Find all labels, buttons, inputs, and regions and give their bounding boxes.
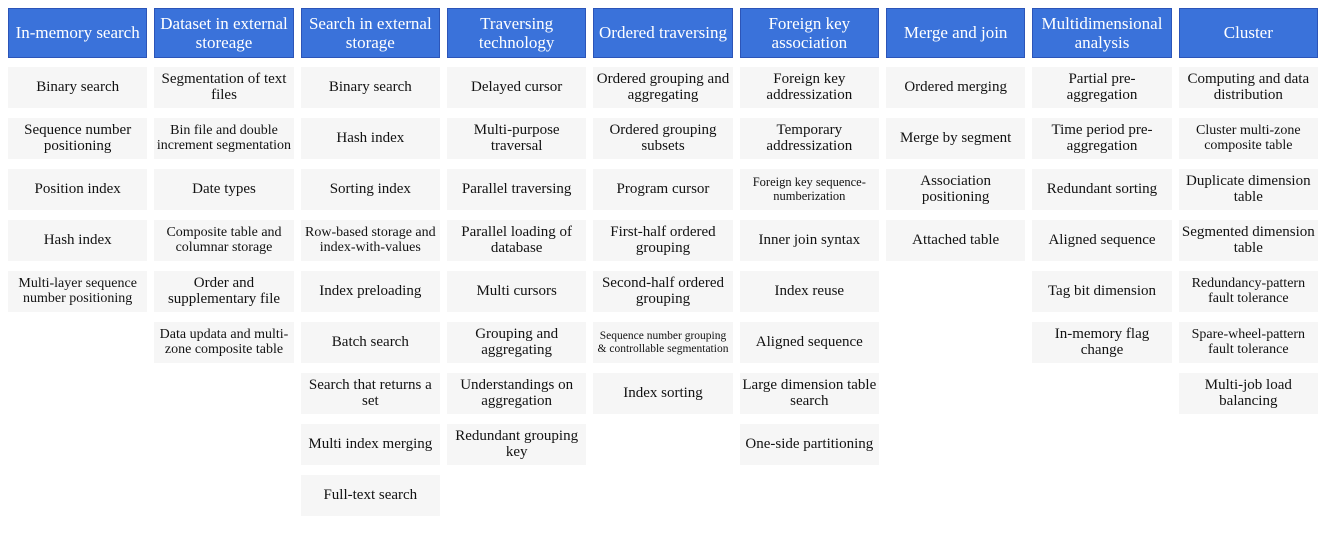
item-cell xyxy=(740,368,879,419)
header-cell-search-in-external-storage xyxy=(301,8,440,62)
item-foreign-key-addressization: Foreign key addressization xyxy=(740,67,879,108)
column-header-in-memory-search: In-memory search xyxy=(8,8,147,58)
item-temporary-addressization: Temporary addressization xyxy=(740,118,879,159)
item-row-based-storage-and-index-with-values: Row-based storage and index-with-values xyxy=(301,220,440,261)
item-cell xyxy=(1032,113,1171,164)
item-cell xyxy=(1179,164,1318,215)
item-cell xyxy=(593,317,732,368)
item-cell xyxy=(593,368,732,419)
item-cell xyxy=(8,164,147,215)
item-one-side-partitioning: One-side partitioning xyxy=(740,424,879,465)
header-cell-cluster xyxy=(1179,8,1318,62)
item-search-that-returns-a-set: Search that returns a set xyxy=(301,373,440,414)
item-cell xyxy=(447,62,586,113)
item-cell xyxy=(8,113,147,164)
item-data-updata-and-multi-zone-composite-table: Data updata and multi-zone composite table xyxy=(154,322,293,363)
item-cell xyxy=(154,266,293,317)
item-multi-cursors: Multi cursors xyxy=(447,271,586,312)
item-inner-join-syntax: Inner join syntax xyxy=(740,220,879,261)
item-cell xyxy=(447,266,586,317)
item-sequence-number-grouping-and-controllable-segmentation: Sequence number grouping & controllable segmentation xyxy=(593,322,732,363)
item-foreign-key-sequence-numberization: Foreign key sequence-numberization xyxy=(740,169,879,210)
item-cell xyxy=(740,419,879,470)
item-cell xyxy=(886,164,1025,215)
column-header-foreign-key-association: Foreign key association xyxy=(740,8,879,58)
item-parallel-traversing: Parallel traversing xyxy=(447,169,586,210)
item-cell xyxy=(1179,266,1318,317)
item-sequence-number-positioning: Sequence number positioning xyxy=(8,118,147,159)
item-partial-pre-aggregation: Partial pre-aggregation xyxy=(1032,67,1171,108)
item-cell xyxy=(154,215,293,266)
column-header-ordered-traversing: Ordered traversing xyxy=(593,8,732,58)
item-merge-by-segment: Merge by segment xyxy=(886,118,1025,159)
item-cell xyxy=(301,113,440,164)
item-spare-wheel-pattern-fault-tolerance: Spare-wheel-pattern fault tolerance xyxy=(1179,322,1318,363)
item-cell xyxy=(1032,164,1171,215)
item-program-cursor: Program cursor xyxy=(593,169,732,210)
item-cell xyxy=(740,113,879,164)
item-cell xyxy=(740,164,879,215)
item-multi-purpose-traversal: Multi-purpose traversal xyxy=(447,118,586,159)
item-cell xyxy=(8,215,147,266)
item-cell xyxy=(740,317,879,368)
item-cell xyxy=(154,317,293,368)
item-binary-search: Binary search xyxy=(8,67,147,108)
item-computing-and-data-distribution: Computing and data distribution xyxy=(1179,67,1318,108)
item-binary-search: Binary search xyxy=(301,67,440,108)
item-cell xyxy=(301,317,440,368)
item-cell xyxy=(1179,113,1318,164)
item-cell xyxy=(593,164,732,215)
item-delayed-cursor: Delayed cursor xyxy=(447,67,586,108)
item-cell xyxy=(1179,317,1318,368)
item-batch-search: Batch search xyxy=(301,322,440,363)
item-understandings-on-aggregation: Understandings on aggregation xyxy=(447,373,586,414)
feature-matrix-grid xyxy=(8,8,1318,521)
item-cell xyxy=(301,215,440,266)
column-header-dataset-in-external-storeage: Dataset in external storeage xyxy=(154,8,293,58)
item-cell xyxy=(1032,266,1171,317)
item-hash-index: Hash index xyxy=(301,118,440,159)
item-multi-job-load-balancing: Multi-job load balancing xyxy=(1179,373,1318,414)
item-in-memory-flag-change: In-memory flag change xyxy=(1032,322,1171,363)
header-cell-foreign-key-association xyxy=(740,8,879,62)
item-cell xyxy=(593,62,732,113)
header-cell-dataset-in-external-storeage xyxy=(154,8,293,62)
item-redundant-sorting: Redundant sorting xyxy=(1032,169,1171,210)
item-grouping-and-aggregating: Grouping and aggregating xyxy=(447,322,586,363)
item-parallel-loading-of-database: Parallel loading of database xyxy=(447,220,586,261)
item-ordered-grouping-and-aggregating: Ordered grouping and aggregating xyxy=(593,67,732,108)
item-segmentation-of-text-files: Segmentation of text files xyxy=(154,67,293,108)
item-cell xyxy=(886,215,1025,266)
item-position-index: Position index xyxy=(8,169,147,210)
item-cell xyxy=(593,215,732,266)
item-cell xyxy=(1179,62,1318,113)
item-cell xyxy=(593,266,732,317)
item-full-text-search: Full-text search xyxy=(301,475,440,516)
column-header-multidimensional-analysis: Multidimensional analysis xyxy=(1032,8,1171,58)
item-cell xyxy=(1179,368,1318,419)
item-cell xyxy=(154,113,293,164)
item-cell xyxy=(593,113,732,164)
item-cell xyxy=(1032,215,1171,266)
item-redundant-grouping-key: Redundant grouping key xyxy=(447,424,586,465)
header-cell-in-memory-search xyxy=(8,8,147,62)
header-cell-ordered-traversing xyxy=(593,8,732,62)
item-cell xyxy=(1032,317,1171,368)
item-first-half-ordered-grouping: First-half ordered grouping xyxy=(593,220,732,261)
item-cell xyxy=(301,164,440,215)
column-header-search-in-external-storage: Search in external storage xyxy=(301,8,440,58)
item-index-preloading: Index preloading xyxy=(301,271,440,312)
item-cell xyxy=(447,215,586,266)
item-ordered-grouping-subsets: Ordered grouping subsets xyxy=(593,118,732,159)
item-cell xyxy=(301,470,440,521)
item-cell xyxy=(447,317,586,368)
item-cell xyxy=(886,62,1025,113)
header-cell-traversing-technology xyxy=(447,8,586,62)
item-redundancy-pattern-fault-tolerance: Redundancy-pattern fault tolerance xyxy=(1179,271,1318,312)
item-cell xyxy=(447,164,586,215)
item-ordered-merging: Ordered merging xyxy=(886,67,1025,108)
item-hash-index: Hash index xyxy=(8,220,147,261)
item-cell xyxy=(301,266,440,317)
item-index-reuse: Index reuse xyxy=(740,271,879,312)
item-tag-bit-dimension: Tag bit dimension xyxy=(1032,271,1171,312)
item-cell xyxy=(447,368,586,419)
item-cell xyxy=(1032,62,1171,113)
item-sorting-index: Sorting index xyxy=(301,169,440,210)
item-time-period-pre-aggregation: Time period pre-aggregation xyxy=(1032,118,1171,159)
item-cell xyxy=(886,113,1025,164)
item-bin-file-and-double-increment-segmentation: Bin file and double increment segmentation xyxy=(154,118,293,159)
item-cell xyxy=(8,62,147,113)
item-cell xyxy=(740,62,879,113)
item-cell xyxy=(154,62,293,113)
column-header-cluster: Cluster xyxy=(1179,8,1318,58)
item-multi-index-merging: Multi index merging xyxy=(301,424,440,465)
item-aligned-sequence: Aligned sequence xyxy=(740,322,879,363)
item-aligned-sequence: Aligned sequence xyxy=(1032,220,1171,261)
item-cell xyxy=(154,164,293,215)
item-cell xyxy=(740,215,879,266)
item-cell xyxy=(447,113,586,164)
item-index-sorting: Index sorting xyxy=(593,373,732,414)
item-date-types: Date types xyxy=(154,169,293,210)
item-cell xyxy=(1179,215,1318,266)
item-segmented-dimension-table: Segmented dimension table xyxy=(1179,220,1318,261)
column-header-merge-and-join: Merge and join xyxy=(886,8,1025,58)
item-cell xyxy=(740,266,879,317)
item-cell xyxy=(301,419,440,470)
column-header-traversing-technology: Traversing technology xyxy=(447,8,586,58)
item-cell xyxy=(447,419,586,470)
item-multi-layer-sequence-number-positioning: Multi-layer sequence number positioning xyxy=(8,271,147,312)
header-cell-multidimensional-analysis xyxy=(1032,8,1171,62)
item-large-dimension-table-search: Large dimension table search xyxy=(740,373,879,414)
item-association-positioning: Association positioning xyxy=(886,169,1025,210)
item-second-half-ordered-grouping: Second-half ordered grouping xyxy=(593,271,732,312)
item-cluster-multi-zone-composite-table: Cluster multi-zone composite table xyxy=(1179,118,1318,159)
item-cell xyxy=(8,266,147,317)
item-composite-table-and-columnar-storage: Composite table and columnar storage xyxy=(154,220,293,261)
item-order-and-supplementary-file: Order and supplementary file xyxy=(154,271,293,312)
item-cell xyxy=(301,368,440,419)
item-attached-table: Attached table xyxy=(886,220,1025,261)
header-cell-merge-and-join xyxy=(886,8,1025,62)
item-duplicate-dimension-table: Duplicate dimension table xyxy=(1179,169,1318,210)
item-cell xyxy=(301,62,440,113)
